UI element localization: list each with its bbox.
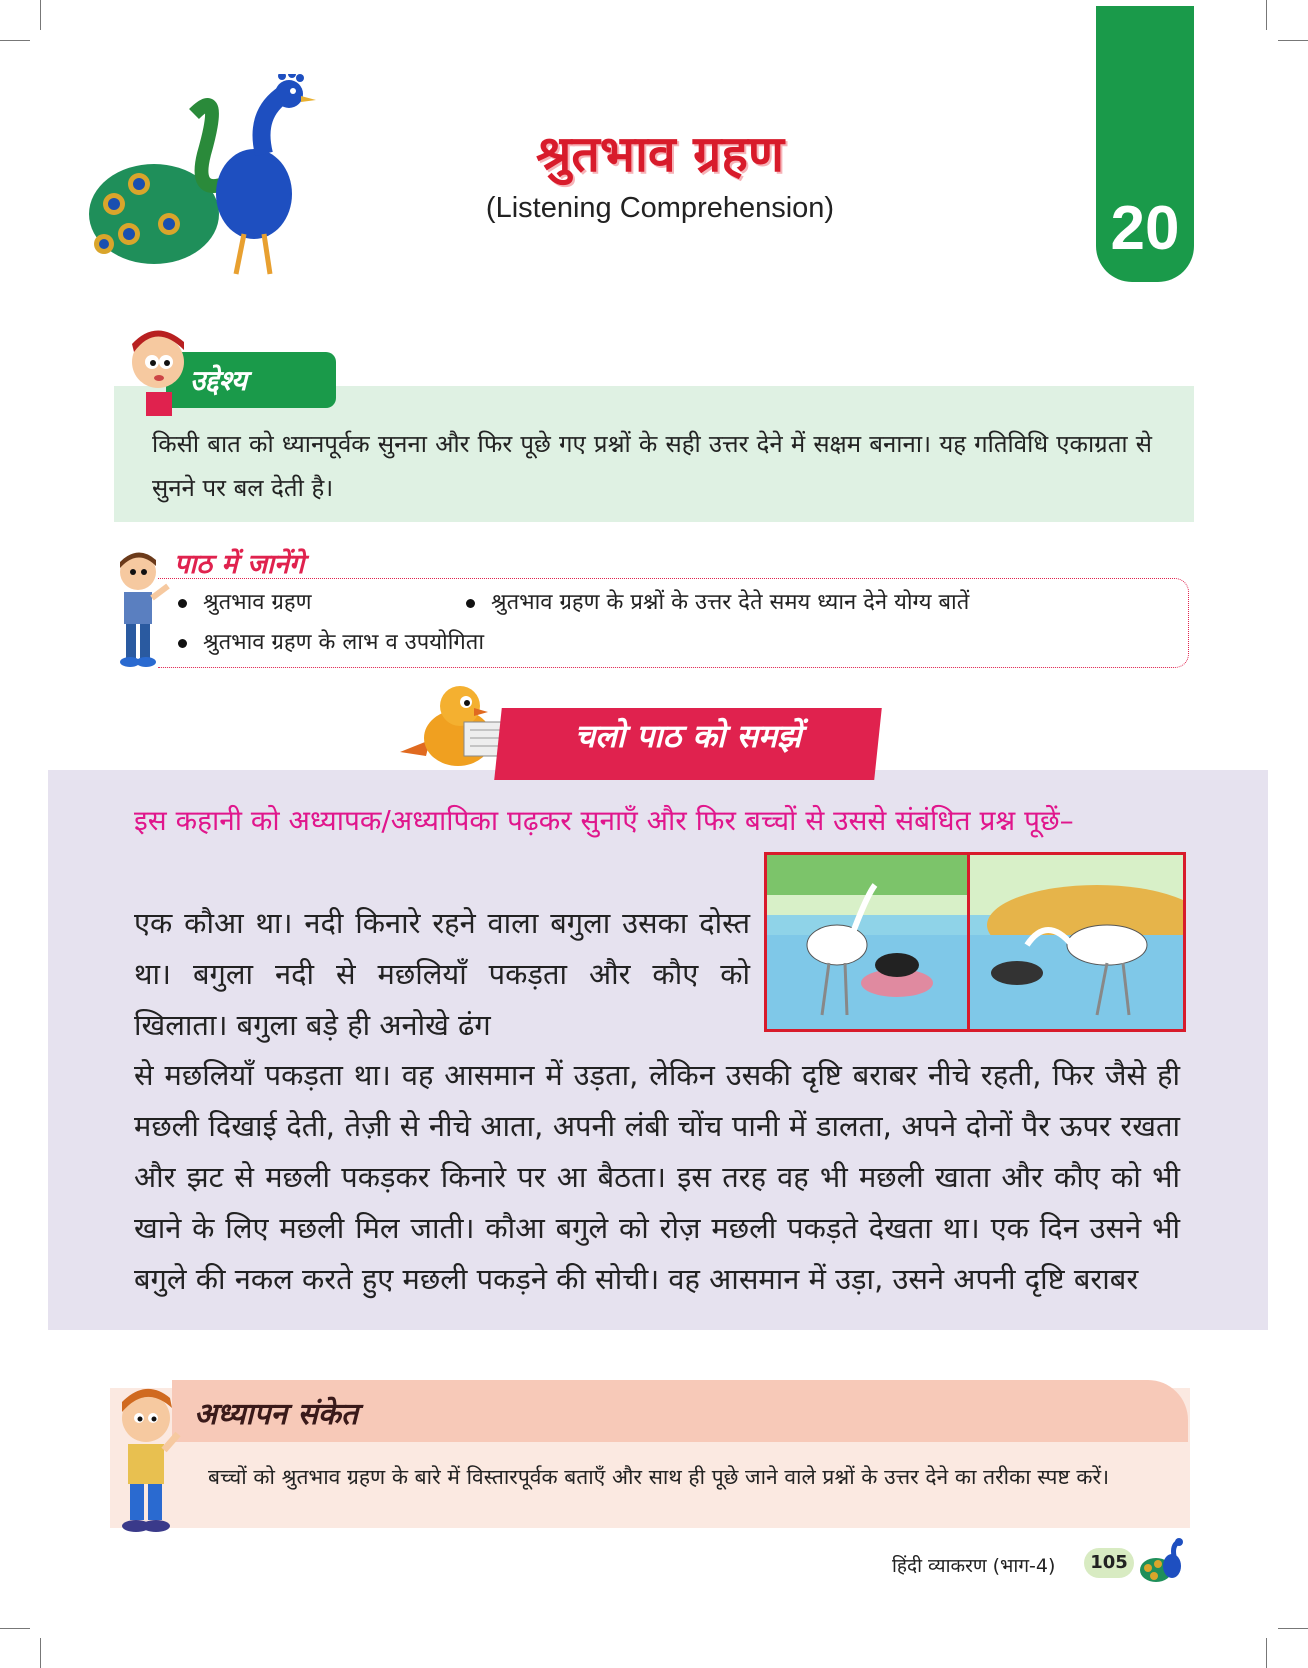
cartoon-boy-peeking-icon (126, 322, 190, 416)
chapter-title-hindi: श्रुतभाव ग्रहण (535, 125, 785, 183)
bullet-icon (178, 599, 187, 608)
peacock-illustration-icon (84, 74, 344, 284)
teaching-hint-label: अध्यापन संकेत (194, 1397, 358, 1432)
section-banner-text: चलो पाठ को समझें (574, 717, 802, 755)
chapter-number: 20 (1110, 194, 1180, 263)
story-instruction: इस कहानी को अध्यापक/अध्यापिका पढ़कर सुनाएँ और फिर बच्चों से उससे संबंधित प्रश्न पूछें– (134, 804, 1074, 837)
heron-crow-illustration-svg (767, 855, 1183, 1029)
crop-mark (40, 1638, 41, 1668)
peacock-small-icon (1138, 1536, 1190, 1588)
crop-mark (1266, 0, 1267, 30)
objective-label-badge (166, 352, 336, 408)
cartoon-boy-waving-icon (110, 1388, 182, 1534)
crop-mark (1266, 1638, 1267, 1668)
crop-mark (40, 0, 41, 30)
crop-mark (1278, 40, 1308, 41)
footer-book-title: हिंदी व्याकरण (भाग-4) (892, 1555, 1056, 1577)
chapter-title-english: (Listening Comprehension) (485, 192, 835, 224)
learn-item (178, 626, 484, 656)
learn-item-text: श्रुतभाव ग्रहण के प्रश्नों के उत्तर देते समय ध्यान देने योग्य बातें (491, 590, 970, 615)
crop-mark (1278, 1628, 1308, 1629)
story-paragraph-part1: एक कौआ था। नदी किनारे रहने वाला बगुला उसका दोस्त था। बगुला नदी से मछलियाँ पकड़ता और कौए को खिलाता। बगुला बड़े ही अनोखे ढंग (134, 906, 750, 1042)
learn-item-text: श्रुतभाव ग्रहण (203, 590, 312, 615)
teaching-hint-text: बच्चों को श्रुतभाव ग्रहण के बारे में विस्तारपूर्वक बताएँ और साथ ही पूछे जाने वाले प्रश्नों के उत्तर देने का तरीका स्पष्ट करें। (208, 1465, 1110, 1489)
learn-title: पाठ में जानेंगे (174, 549, 305, 580)
chapter-number-tab (1096, 6, 1194, 282)
story-paragraph-part2: से मछलियाँ पकड़ता था। वह आसमान में उड़ता, लेकिन उसकी दृष्टि बराबर नीचे रहती, फिर जैसे ही मछली दिखाई देती, तेज़ी से नीचे आता, अपनी लंबी चोंच पानी में डालता, अपने दोनों पैर ऊपर रखता और झट से मछली पकड़कर किनारे पर आ बैठता। इस तरह वह भी मछली खाता और कौए को भी खाने के लिए मछली मिल जाती। कौआ बगुले को रोज़ मछली पकड़ते देखता था। एक दिन उसने भी बगुले की नकल करते हुए मछली पकड़ने की सोची। वह आसमान में उड़ा, उसने अपनी दृष्टि बराबर (134, 1058, 1180, 1296)
objective-text: किसी बात को ध्यानपूर्वक सुनना और फिर पूछे गए प्रश्नों के सही उत्तर देने में सक्षम बनाना। यह गतिविधि एकाग्रता से सुनने पर बल देती है। (152, 430, 1152, 502)
heron-crow-illustration-icon (764, 852, 1186, 1032)
page-number: 105 (1084, 1548, 1134, 1578)
learn-item-text: श्रुतभाव ग्रहण के लाभ व उपयोगिता (203, 630, 485, 655)
objective-label: उद्देश्य (190, 364, 248, 397)
crop-mark (0, 1628, 30, 1629)
learn-item (466, 586, 969, 616)
bullet-icon (178, 639, 187, 648)
crop-mark (0, 40, 30, 41)
learn-item (178, 586, 312, 616)
bullet-icon (466, 599, 475, 608)
